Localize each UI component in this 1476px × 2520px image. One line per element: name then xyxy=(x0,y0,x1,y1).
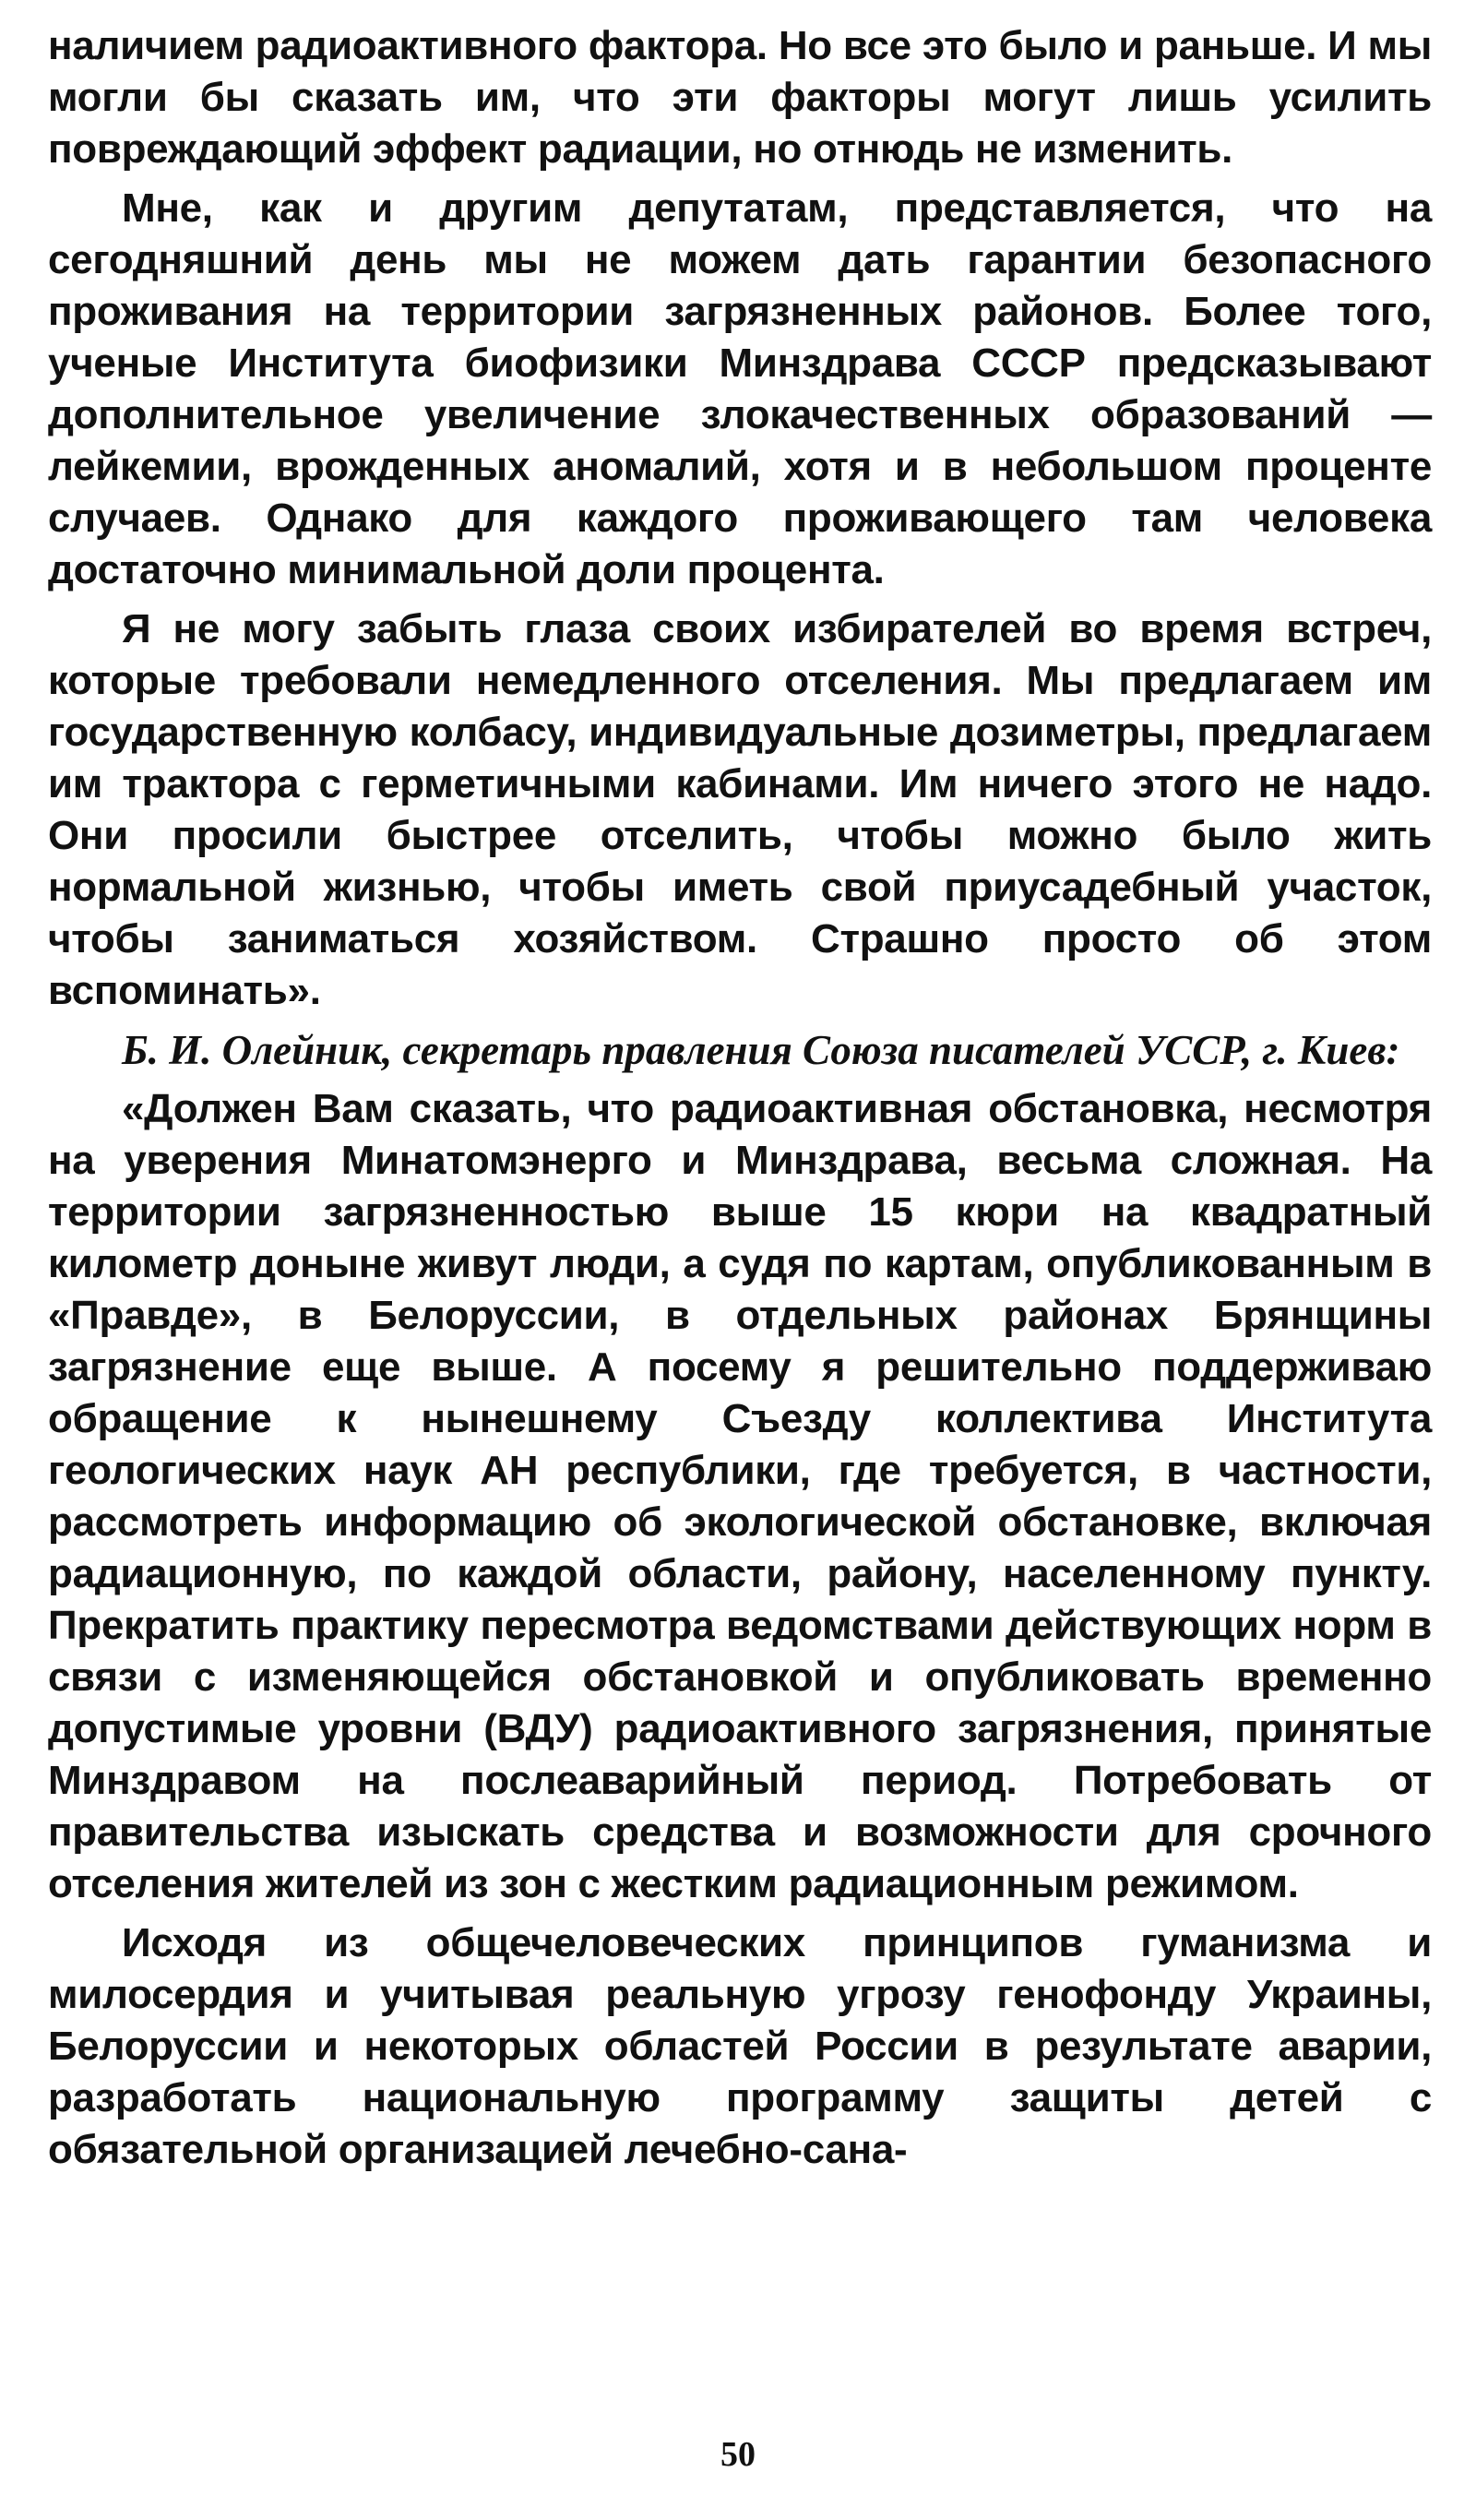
document-page xyxy=(48,20,1432,2502)
speaker-attribution: Б. И. Олейник, секретарь правления Союза писателей УССР, г. Киев: xyxy=(122,1027,1400,1073)
paragraph-voters-eyes: Я не могу забыть глаза своих избирателей во время встреч, которые требовали немедленного отселения. Мы предлагаем им государственную колбасу, индивидуальные дозиметры, предлагаем им трактора с герметичными кабинами. Им ничего этого не надо. Они просили быстрее отселить, чтобы можно было жить нормальной жизнью, чтобы иметь свой приусадебный участок, чтобы заниматься хозяйством. Страшно просто об этом вспоминать». xyxy=(48,606,1432,1013)
paragraph-radioactive-situation: «Должен Вам сказать, что радиоактивная обстановка, несмотря на уверения Минатомэнерго и Минздрава, весьма сложная. На территории загрязненностью выше 15 кюри на квадратный километр доныне живут люди, а судя по картам, опубликованным в «Правде», в Белоруссии, в отдельных районах Брянщины загрязнение еще выше. А посему я решительно поддерживаю обращение к нынешнему Съезду коллектива Института геологических наук АН республики, где требуется, в частности, рассмотреть информацию об экологической обстановке, включая радиационную, по каждой области, району, населенному пункту. Прекратить практику пересмотра ведомствами действующих норм в связи с изменяющейся обстановкой и опубликовать временно допустимые уровни (ВДУ) радиоактивного загрязнения, принятые Минздравом на послеаварийный период. Потребовать от правительства изыскать средства и возможности для срочного отселения жителей из зон с жестким радиационным режимом. xyxy=(48,1086,1432,1906)
paragraph-continuation: наличием радиоактивного фактора. Но все это было и раньше. И мы могли бы сказать им, что эти факторы могут лишь усилить повреждающий эффект радиации, но отнюдь не изменить. xyxy=(48,23,1432,172)
paragraph-deputies-guarantees: Мне, как и другим депутатам, представляется, что на сегодняшний день мы не можем дать гарантии безопасного проживания на территории загрязненных районов. Более того, ученые Института биофизики Минздрава СССР предсказывают дополнительное увеличение злокачественных образований — лейкемии, врожденных аномалий, хотя и в небольшом проценте случаев. Однако для каждого проживающего там человека достаточно минимальной доли процента. xyxy=(48,185,1432,592)
paragraph-children-protection: Исходя из общечеловеческих принципов гуманизма и милосердия и учитывая реальную угрозу генофонду Украины, Белоруссии и некоторых областей России в результате аварии, разработать национальную программу защиты детей с обязательной организацией лечебно-сана- xyxy=(48,1920,1432,2172)
page-number: 50 xyxy=(720,2435,756,2474)
